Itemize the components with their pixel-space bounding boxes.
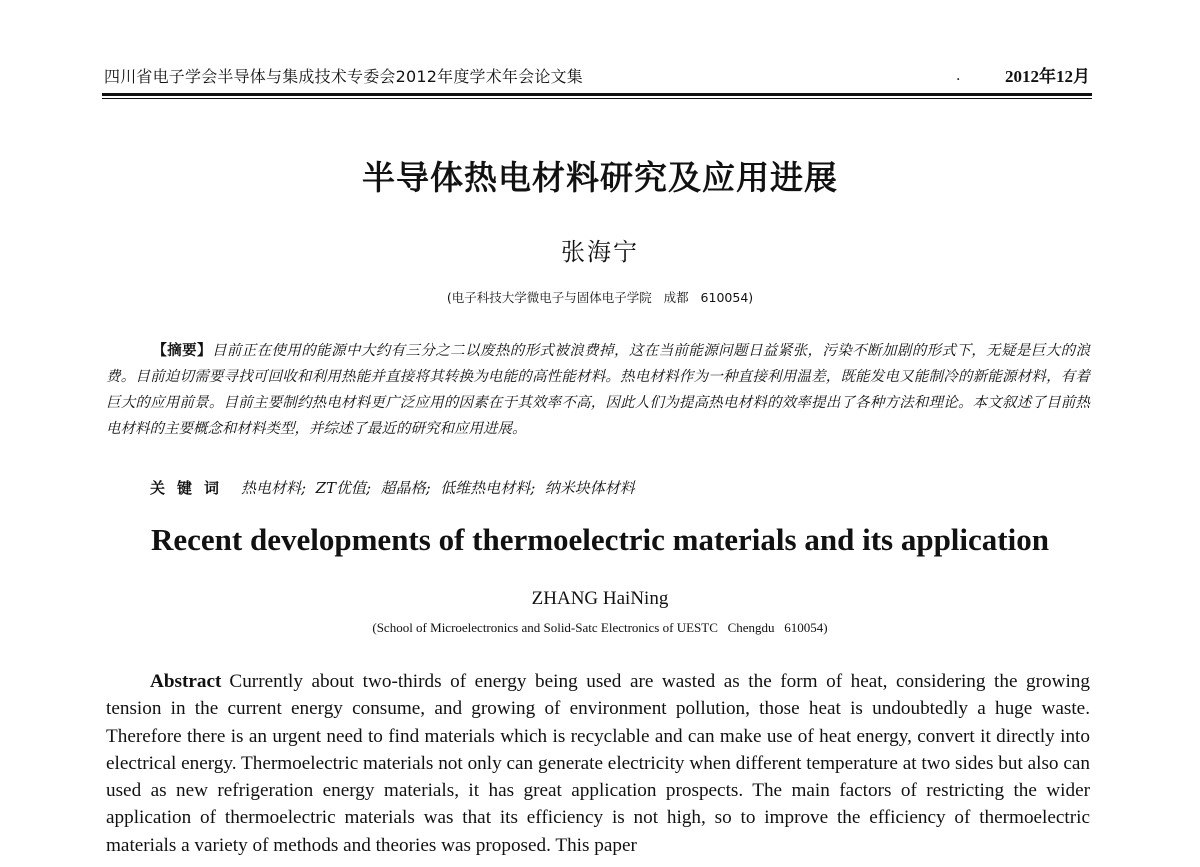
keywords-zh-text: 热电材料; ZT优值; 超晶格; 低维热电材料; 纳米块体材料	[241, 479, 635, 497]
running-header	[104, 62, 1090, 90]
abstract-en-text: Currently about two-thirds of energy being used are wasted as the form of heat, considering the growing tension in the current energy consume, and growing of environment pollution, those heat is undoubtedly a huge waste. Therefore there is an urgent need to find materials which is recyclable and can make use of heat energy, convert it directly into electrical energy. Thermoelectric materials not only can generate electricity when different temperature at two sides but also can used as new refrigeration energy materials, it has great application prospects. The main factors of restricting the wider application of thermoelectric materials was that its efficiency is not high, so to improve the efficiency of thermoelectric materials a variety of methods and theories was proposed. This paper	[106, 671, 1090, 856]
affiliation-en: (School of Microelectronics and Solid-Satc Electronics of UESTC Chengdu 610054)	[372, 620, 828, 635]
running-header-journal: 四川省电子学会半导体与集成技术专委会2012年度学术年会论文集	[104, 67, 583, 86]
keywords-zh	[150, 477, 635, 498]
paper-title-zh: 半导体热电材料研究及应用进展	[362, 158, 838, 197]
header-rule-thick	[102, 93, 1092, 96]
abstract-en-label: Abstract	[150, 671, 222, 692]
abstract-zh	[106, 338, 1090, 442]
running-header-date: 2012年12月	[1005, 67, 1090, 86]
affiliation-zh: (电子科技大学微电子与固体电子学院 成都 610054)	[446, 290, 754, 305]
abstract-zh-text: 目前正在使用的能源中大约有三分之二以废热的形式被浪费掉，这在当前能源问题日益紧张，污染不断加剧的形式下，无疑是巨大的浪费。目前迫切需要寻找可回收和利用热能并直接将其转换为电能的高性能材料。热电材料作为一种直接利用温差，既能发电又能制冷的新能源材料，有着巨大的应用前景。目前主要制约热电材料更广泛应用的因素在于其效率不高，因此人们为提高热电材料的效率提出了各种方法和理论。本文叙述了目前热电材料的主要概念和材料类型，并综述了最近的研究和应用进展。	[106, 343, 1091, 437]
paper-title-en: Recent developments of thermoelectric materials and its application	[151, 522, 1049, 557]
abstract-en	[106, 668, 1090, 859]
header-rule-thin	[102, 98, 1092, 99]
running-header-dot: .	[956, 68, 961, 84]
author-name-en: ZHANG HaiNing	[531, 588, 669, 609]
abstract-zh-label: 【摘要】	[152, 342, 212, 359]
keywords-zh-label: 关键词	[150, 479, 232, 497]
author-name-zh: 张海宁	[561, 238, 639, 266]
